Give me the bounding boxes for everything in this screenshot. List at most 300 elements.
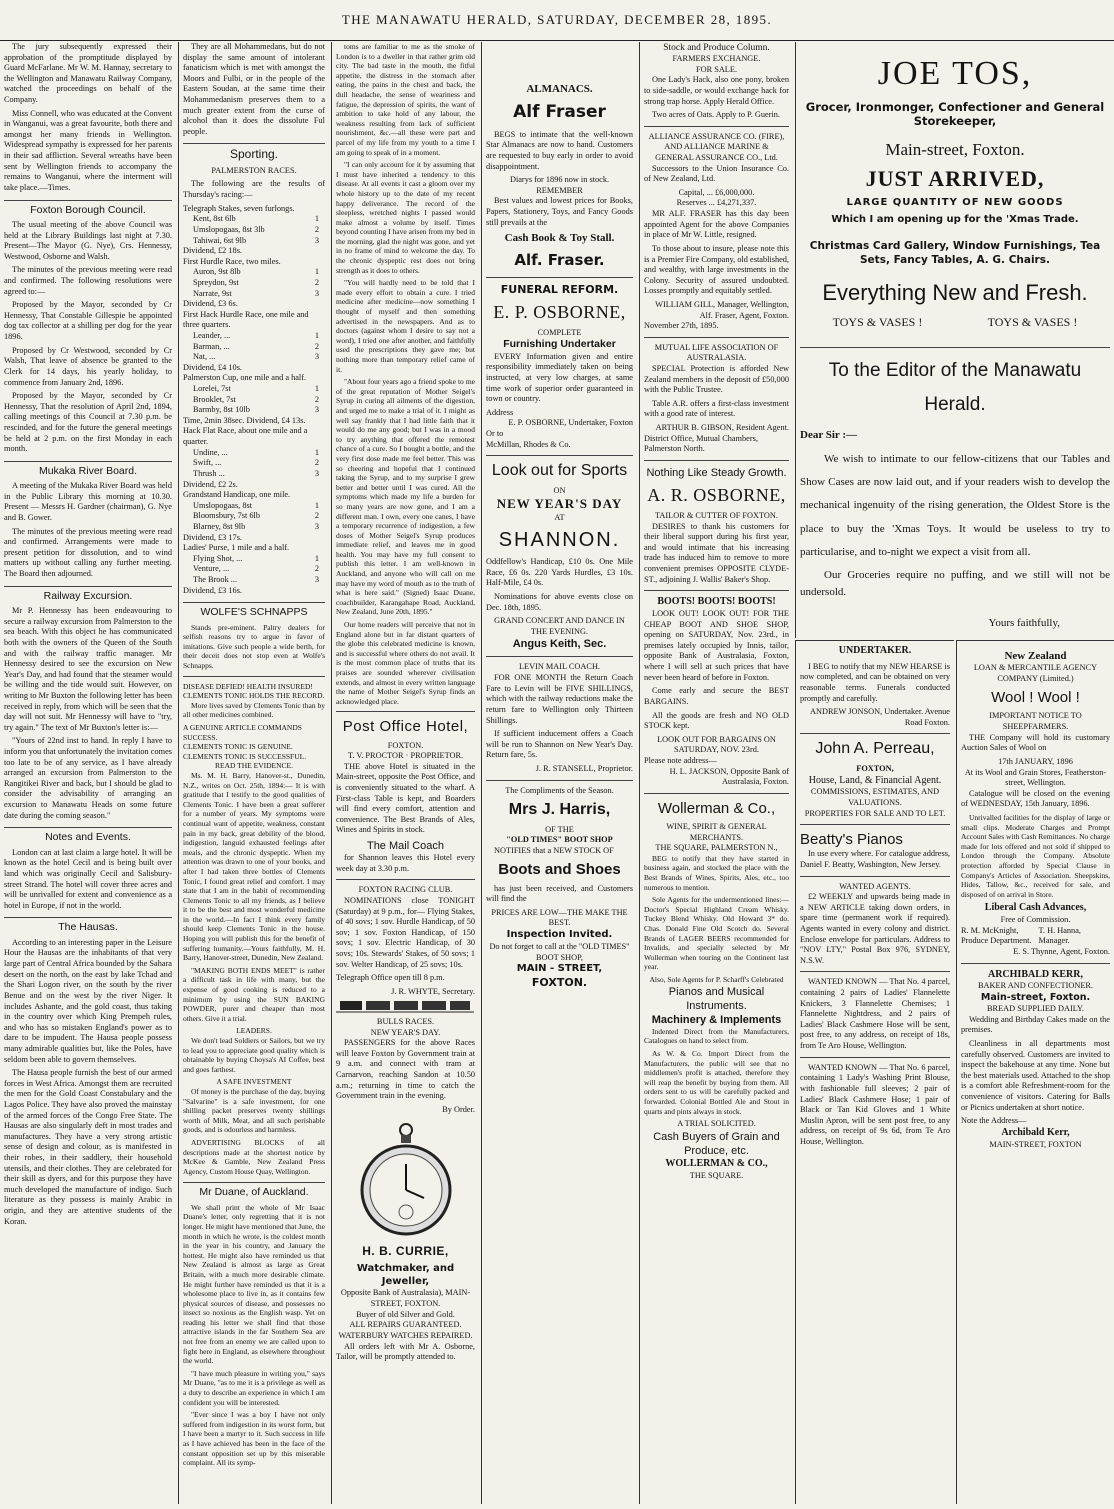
column-3 [331,42,479,1504]
ad-text: Address [486,407,514,417]
post-office-hotel-title: Post Office Hotel, [342,718,469,736]
wollerman-trade: WINE, SPIRIT & GENERAL MERCHANTS. [666,821,767,842]
editor-heading: To the Editor of the Manawatu Herald. [828,359,1082,416]
placing: 3 [314,288,319,298]
kerr-title: ARCHIBALD KERR, [987,968,1083,980]
race-result-row [183,501,325,512]
race-title: Ladies' Purse, 1 mile and a half. [183,543,290,553]
article-text: Miss Connell, who was educated at the Convent in Wanganui, was a great favourite, both there and amongst her many friends in Wellington. Widespread sympathy is expressed for her parents in their sad affliction. Several wreaths have been sent by Wellington friends to accompany the remains to Wanganui, where the interment will take place.—Times. [4,108,172,192]
placing: 2 [314,458,319,468]
ad-text: DESIRES to thank his customers for their liberal support during his first year, and would intimate that his increasing trade has induced him to remove to more convenient premises OPPOSITE CLYDE-ST., adjoining J. Wallis' Baker's Shop. [644,521,789,584]
ad-text: MAIN-STREET, FOXTON [989,1139,1082,1149]
letter-closing: Yours faithfully, [988,616,1060,629]
angus-keith: Angus Keith, Sec. [512,638,607,651]
furnishing-undertaker: Furnishing Undertaker [503,338,616,351]
ad-heading: LEADERS. [236,1026,272,1036]
horse-name: Auron, 9st 8lb [193,267,241,277]
heading-wolfes: WOLFE'S SCHNAPPS [183,602,325,619]
ad-heading: A GENUINE ARTICLE COMMANDS SUCCESS. [183,723,302,742]
race-result-row [183,267,325,278]
currie-waterbury: WATERBURY WATCHES REPAIRED. [338,1330,473,1340]
alliance-title: ALLIANCE ASSURANCE CO. (FIRE), AND ALLIANCE MARINE & GENERAL ASSURANCE CO., Ltd. [648,131,785,163]
race-dividend: Dividend, £3 16s. [183,585,242,595]
ad-text: All the goods are fresh and NO OLD STOCK kept. [644,710,789,731]
race-result-row [183,458,325,469]
ad-signature: J. R. STANSELL, Proprietor. [535,763,633,773]
ad-text: NOMINATIONS close TONIGHT (Saturday) at 9 p.m., for— Flying Stakes, of 40 sovs; 1 sov. Hurdle Handicap, of 50 sov; 1 sov. Foxton Handicap, of 150 sovs; 1 sov. Electric Handicap, of 30 sovs; 10s. Stewards' Stakes, of 50 sovs; 1 sov. Welter Handicap, of 25 sovs; 10s. [336,895,475,969]
ad-signature: By Order. [442,1104,475,1114]
ad-text: Please note address— [644,755,717,765]
ad-text: has just been received, and Customers will find the [486,883,633,904]
placing: 3 [314,405,319,415]
article-text: According to an interesting paper in the Leisure Hour the Hausas are the inhabitants of that very large part of Central Africa bounded by the Sahara desert on the north, on the east by lake Tchad and the Shari Logon river, on the south by the river Benue and on the west by the river Niger. It includes Ashante, and the gold coast, thus taking in the country over which King Prempeh rules, and who has so mistaken England's power as to dare to be impudent. The Hausa people possess many admirable qualities but, like the Poles, have seldom been able to govern themselves. [4,937,172,1064]
ad-text: E. P. OSBORNE, Undertaker, Foxton [508,418,633,428]
ad-text: Oddfellow's Handicap, £10 0s. One Mile Race, £6 0s. 220 Yards Hurdles, £3 10s. Half-Mile, £4 0s. [486,557,633,588]
ad-text: A TRIAL SOLICITED. [677,1119,756,1129]
placing: 1 [314,447,319,457]
article-text: Mr P. Hennessy has been endeavouring to secure a railway excursion from Palmerston to the sea beach. With this object he has communicated both with the owners of the Queen of the South and with the railway traffic manager. Mr Hennessy desired to see the excursion on New Year's Day, and had found that the steamer would be willing and the tide would suit. However, on writing to Mr Buxton the following letter has been received in reply, from which will be seen that the day will not suit. Mr Hennessy will have to "try, try again." The text of Mr Buxton's letter is:— [4,606,172,732]
ad-text: Or to [486,429,504,438]
race-result-row [183,331,325,342]
ad-signature: J. R. WHYTE, Secretary. [391,986,475,996]
ad-text: Table A.R. offers a first-class investment with a good rate of interest. [644,398,789,419]
ad-text: BREAD SUPPLIED DAILY. [987,1004,1084,1014]
race-dividend: Dividend, £2 18s. [183,246,242,256]
placing: 3 [314,352,319,362]
race-result-row [183,575,325,586]
wollerman-title: Wollerman & Co., [657,799,776,817]
masthead: THE MANAWATU HERALD, SATURDAY, DECEMBER 28, 1895. [0,0,1114,41]
ad-text: Wedding and Birthday Cakes made on the premises. [961,1014,1110,1035]
ad-text: Stands pre-eminent. Paltry dealers for selfish reasons try to argue in favor of imitations. Give such people a wide berth, for their deceit does not stop even at Wolfe's Schnapps. [183,622,325,671]
ad-text: PASSENGERS for the above Races will leave Foxton by Government train at 9 a.m. and connect with tram at Carnarvon, reaching Sandon at 10.50 a.m.; returning in time to catch the Government train in the evening. [336,1038,475,1101]
ad-text: Diarys for 1896 now in stock. [509,175,610,185]
steady-growth-title: Nothing Like Steady Growth. [646,466,787,479]
post-office-hotel-place: FOXTON. [387,740,424,750]
sale-date: 17th JANUARY, 1896 [998,756,1073,766]
heading-river-board: Mukaka River Board. [4,461,172,478]
ad-text: AT [554,512,565,522]
signatures-row [961,926,1110,947]
race-title: Telegraph Stakes, seven furlongs. [183,203,295,213]
race-result-row [183,342,325,353]
horse-name: Brooklet, 7st [193,394,236,404]
divider [183,676,325,677]
divider [486,455,633,456]
article-text: The jury subsequently expressed their approbation of the promptitude displayed by Guard McFarlane. Mr W. M. Hannay, secretary to the Wellington and Manawatu Railway Company, watched the proceedings on behalf of the Company. [4,42,172,105]
horse-name: Swift, ... [193,458,222,468]
ad-signature: T. H. Hanna, Manager. [1038,925,1081,946]
wollerman-address: THE SQUARE, PALMERSTON N., [655,843,778,853]
ad-text: THE above Hotel is situated in the Main-street, opposite the Post Office, and is conveniently situated to the wharf. A First-class Table is kept, and Boarders will find every comfort, attention and convenience. The Best Brands of Ales, Wines and Spirits in stock. [336,761,475,835]
divider [336,879,475,880]
ad-text: Unrivalled facilities for the display of large or small clips. Moderate Charges and Prompt Account Sales with Cash Remittances. No charge made for lots offered and not sold if shipped to London through the Company. Absolute protection afforded by Special Clause in Company's Articles of Association. Sheepskins, Hides, Tallow, &c., received for sale, and disposed of on arrival in Store. [961,812,1110,899]
race-results [183,204,325,597]
lookout-sports-title: Look out for Sports [491,462,628,480]
important-notice: IMPORTANT NOTICE TO SHEEPFARMERS. [989,711,1082,732]
ad-text: Come early and secure the BEST BARGAINS. [644,686,789,706]
kerr-signature: Archibald Kerr, [1001,1126,1070,1138]
ad-text: Catalogue will be closed on the evening of WEDNESDAY, 15th January, 1896. [961,788,1110,809]
placing: 3 [314,468,319,478]
ad-text: As W. & Co. Import Direct from the Manufacturers, the public will see that no middlemen's profit is attached, therefore they will reap the benefit by buying from them. All orders sent to us will be carefully packed and forwarded. Colonial Bottled Ale and Stout in quarts and pints always in stock. [644,1048,789,1116]
undertaker-title: UNDERTAKER. [838,645,912,656]
letter-body: Our Groceries require no puffing, and we still will not be undersold. [800,568,1110,599]
kerr-trade: BAKER AND CONFECTIONER. [977,981,1093,991]
ad-text: PROPERTIES FOR SALE AND TO LET. [804,808,946,818]
divider [486,780,633,781]
ad-text: Nominations for above events close on Dec. 18th, 1895. [486,591,633,612]
article-text: "I have much pleasure in writing you," says Mr Duane, "as to me it is a privilege as well as a duty to describe an experience in which I am confident you will be interested. [183,1368,325,1407]
pocket-watch-icon [356,1120,456,1240]
kerr-address: Main-street, Foxton. [980,991,1091,1003]
article-text: "About four years ago a friend spoke to me of the great reputation of Mother Seigel's Syrup in curing all ailments of the digestion, and urged me to make a trial of it. I might as well say frankly that I had little faith that it would do me any good; but I was in a mood to try anything that offered the remotest chance of a cure. So I bought a bottle, and the very first dose made me feel better. This was so cheering and hopeful that I continued taking the Syrup, and to my surprise I grew better and better until I was cured. All the symptoms which made my life a burden for so many years are now gone, and I am a different man. I own, every one canes, I have a temporary recurrence of indigestion, a few doses of Mother Seigel's Syrup produces immediate relief, and leaves me in good health. You may have my full consent to publish this letter. I am well-known in Auckland, and anyone who will call on me may have my word of mouth as to the truth of what is here said." (Signed) Isaac Duane, coachbuilder, Karangahape Road, Auckland, New Zealand, June 20th, 1895." [336,377,475,617]
article-text: Proposed by the Mayor, seconded by Cr Hennessy, That Constable Gillespie be appointed dog tax collector at a shilling per dog for the year 1896. [4,300,172,342]
ad-text: In use every where. For catalogue address, Daniel F. Beatty, Washington, New Jersey. [800,849,950,869]
joe-tos-address: Main-street, Foxton. [885,139,1025,159]
everything-new: Everything New and Fresh. [822,280,1088,306]
inspection-invited: Inspection Invited. [506,929,613,941]
dear-sir: Dear Sir :— [800,429,858,442]
placing: 2 [314,277,319,287]
race-result-row [183,384,325,395]
race-result-row [183,289,325,300]
race-result-row [183,278,325,289]
ad-text: LOOK OUT! LOOK OUT! FOR THE CHEAP BOOT AND SHOE SHOP, opening on SATURDAY, Nov. 23rd., in premises lately occupied by Innis, tailor, opposite Bank of Australasia, Foxton, where I will sell at such prices that have never been heard of before in Foxton. [644,609,789,682]
divider [961,963,1110,964]
article-text: "Ever since I was a boy I have not only suffered from indigestion in its worst form, but I have been a martyr to it. Such success in life as I have achieved has been in the face of the constant opposition set up by this miserable complaint. All its symp- [183,1410,325,1468]
toys-row [800,315,1110,330]
wollerman-signature: WOLLERMAN & CO., [665,1157,768,1169]
alf-fraser-signature: Alf. Fraser. [514,251,605,270]
race-dividend: Time, 2min 38sec. Dividend, £4 13s. [183,415,306,425]
boots-title: BOOTS! BOOTS! BOOTS! [657,596,776,608]
joe-tos-trade: Grocer, Ironmonger, Confectioner and General Storekeeper, [805,99,1105,129]
ad-text: "MAKING BOTH ENDS MEET" is rather a difficult task in life with many, but the expense of good cooking is reduced to a minimum by using the SUN BAKING POWDER, purer and cheaper than most others. Give it a trial. [183,965,325,1023]
horse-name: Flying Shot, ... [193,553,243,563]
horse-name: Undine, ... [193,447,228,457]
for-sale: FOR SALE. [695,64,738,74]
shannon-title: SHANNON. [498,528,621,551]
ad-text: WANTED KNOWN — That No. 4 parcel, containing 2 pairs of Ladies' Flannelette Knickers, 3 Flannelette Chemises; 1 Flannelette Nightdress, and 2 pairs of Ladies' Black Cashmere Hose will be sent, post free, to any address, on receipt of 18s, from Te Aro House, Wellington. [800,977,950,1051]
main-street: MAIN - STREET, [516,963,603,975]
article-text: The following are the results of Thursday's racing:— [183,179,325,200]
race-result-row [183,405,325,416]
racing-club-title: FOXTON RACING CLUB. [358,885,453,895]
ar-osborne-name: A. R. OSBORNE, [647,484,786,505]
funeral-reform-title: FUNERAL REFORM. [500,282,619,296]
currie-buyer: Buyer of old Silver and Gold. [356,1309,455,1319]
ad-text: LOOK OUT FOR BARGAINS ON SATURDAY, NOV. 23rd. [657,734,776,755]
ad-text: All orders left with Mr A. Osborne, Tailor, will be promptly attended to. [336,1341,475,1362]
divider [644,460,789,461]
ad-signature: R. M. McKnight, Produce Department. [961,925,1032,946]
horse-name: Barmby, 8st 10lb [193,405,250,415]
ad-text: THE Company will hold its customary Auction Sales of Wool on [961,732,1110,753]
loan-agency: LOAN & MERCANTILE AGENCY COMPANY (Limited.) [973,663,1098,683]
horse-name: Narrate, 9st [193,288,232,298]
column-6-top [795,42,1114,638]
article-text: They are all Mohammedans, but do not display the same amount of intolerant fanaticism which is met with amongst the Moors and Fulbi, or in the people of the Eastern Soudan, at the same time their Mohammedanism preserves them to a much greater extent from the curse of alcohol than it does the dissolute Ful people. [183,42,325,136]
article-text: A meeting of the Mukaka River Board was held in the Public Library this morning at 10.30. Present — Messrs H. Gardner (chairman), G. Nye and B. Gower. [4,481,172,523]
horse-name: Lorelei, 7st [193,384,231,394]
ad-signature: ANDREW JONSON, Undertaker. Avenue Road Foxton. [809,707,950,727]
article-text: London can at last claim a large hotel. It will be known as the hotel Cecil and is being built over land which was originally Cecil and Salisbury-street Strand. The hotel will cover three acres and will be unrivalled for extent and convenience as a hotel in Europe, if not in the world. [4,847,172,910]
ad-signature: ARTHUR B. GIBSON, Resident Agent. [655,423,789,433]
article-text: toms are familiar to me as the smoke of London is to a dweller in that rather grim old city. The bad taste in the mouth, the fitful appetite, the distress in the stomach after eating, the pains in the chest and back, the dull headache, the sense of weariness and fatigue, the depression of spirits, the want of ambition to take hold of any labour, the weakness resulting from lack of sufficient nourishment, &c.—all these were part and parcel of my life from my youth to a time I am going to speak of in a moment. [336,42,475,157]
column-1 [0,42,176,1504]
column-2 [178,42,329,1504]
ad-text: To those about to insure, please note this is a Premier Fire Company, old established, and wealthy, with large investments in the Colony. Security of assured undoubted. Losses promptly and equitably settled. [644,243,789,296]
capital: Capital, ... £6,000,000. [678,187,755,197]
ad-text: More lives saved by Clements Tonic than by all other medicines combined. [183,700,325,720]
alf-fraser-title: Alf Fraser [513,102,606,123]
race-result-row [183,448,325,459]
christmas-gallery: Christmas Card Gallery, Window Furnishings, Tea Sets, Fancy Tables, A. G. Chairs. [809,240,1101,266]
ad-heading: DISEASE DEFIED! HEALTH INSURED! [183,681,313,691]
ad-text: FOR ONE MONTH the Return Coach Fare to Levin will be FIVE SHILLINGS, which with the railway reductions make the return fare to Wellington only Thirteen Shillings. [486,673,633,725]
new-zealand-title: New Zealand [1004,650,1067,662]
ad-text: COMMISSIONS, ESTIMATES, AND VALUATIONS. [810,787,940,807]
ad-text: One Lady's Hack, also one pony, broken to side-saddle, or would exchange hack for strong trap horse. Apply Herald Office. [644,75,789,106]
ad-text: Telegraph Office open till 8 p.m. [336,973,445,983]
ad-text: Do not forget to call at the "OLD TIMES" BOOT SHOP, [489,941,630,962]
divider [800,824,950,825]
article-text: We shall print the whole of Mr Isaac Duane's letter, only regretting that it is not longer. He might have mentioned that June, the month in which he wrote, is the coldest month in the year in his country, and January the hottest. He might also have reminded us that New Zealand is almost as large as Great Britain, with a much more desirable climate. He might further have reminded us that it is a wholesome place to live in, as it contains few physical sources of disease, and possesses no insect so noxious as the English wasp. Yet on reading his letter we shall find that those attractive islands in the far Southern Sea are not free from an enemy we are called upon to fight here in England, as elsewhere throughout the world. [183,1202,325,1366]
heading-palmerston-races: PALMERSTON RACES. [211,165,297,175]
ad-text: McMillan, Rhodes & Co. [486,439,571,449]
heading-mr-duane: Mr Duane, of Auckland. [183,1182,325,1199]
placing: 3 [314,521,319,531]
mrs-harris-title: Mrs J. Harris, [508,801,611,819]
article-text: Proposed by the Mayor, seconded by Cr Hennessy, That the resolution of April 2nd, 1894, calling meetings of this Council at 7.30 p.m. be rescinded, and for the future the general meetings be held at 2 p.m. on the first Monday in each month. [4,391,172,454]
ad-text: At its Wool and Grain Stores, Featherston-street, Wellington. [964,767,1107,788]
new-years-day: NEW YEAR'S DAY [496,496,623,512]
ad-text: ON [553,485,566,495]
perreau-place: FOXTON, [856,763,894,773]
mla-title: MUTUAL LIFE ASSOCIATION OF AUSTRALASIA. [654,342,779,363]
placing: 1 [314,267,319,277]
ad-text: Ms. M. H. Barry, Hanover-st., Dunedin, N.Z., writes on Oct. 25th, 1894:— It is with gratitude that I testify to the good qualities of Clements Tonic. I have been a great sufferer for a number of years. My symptoms were continual want of appetite, weakness, constant pain in my back, great debility of the blood, indigestion, languid exhausted feelings after meals, and the chronic dyspeptic. When my attention was drawn to one of your books, and after I had taken three bottles of Clements Tonic, I found great relief and comfort. I may state that I am in the habit of recommending Clements Tonic to all my friends, as I believe it to be the best and most wonderful medicine in the world.—In fact I think every family should keep Clements Tonic in the house. Hoping you will publish this for the benefit of suffering humanity.—Yours faithfully, M. H. Barry, Hanover-street, Dunedin, New Zealand. [183,770,325,963]
ad-heading: CLEMENTS TONIC HOLDS THE RECORD. [183,691,325,701]
race-title: First Hack Hurdle Race, one mile and three quarters. [183,309,309,330]
ad-text: PRICES ARE LOW—THE MAKE THE BEST. [491,907,628,928]
divider [486,656,633,657]
ad-text: ADVERTISING BLOCKS of all descriptions made at the shortest notice by McKee & Gamble, New Zealand Press Agency, Custom House Quay, Wellington. [183,1137,325,1176]
article-text: "Yours of 22nd inst to hand. In reply I have to inform you that unfortunately the invitation comes too late to be of any service, as I have already arranged an excursion from Palmerston to the Rangitikei River and back, but I should be glad to consider the advisability of arranging an excursion to Manawatu Heads on some future date during the coming season." [4,736,172,820]
letter-body: We wish to intimate to our fellow-citizens that our Tables and Show Cases are now laid out, and if your readers wish to develop the mechanical ingenuity of the rising generation, the Oldest Store is the place to buy the 'Xmas Toys. It would be useless to try to particularise, and to-night we expect a visit from all. [800,453,1110,558]
pianos-title: Pianos and Musical Instruments. [668,985,765,1012]
heading-notes-events: Notes and Events. [4,827,172,844]
ad-text: Two acres of Oats. Apply to P. Guerin. [652,110,781,120]
divider [644,590,789,591]
placing: 1 [314,384,319,394]
article-text: Proposed by Cr Westwood, seconded by Cr Walsh, That leave of absence be granted to the Clerk for 14 days, his yearly holiday, to commence from January 2nd, 1896. [4,345,172,387]
article-text: Our home readers will perceive that not in England alone but in far distant quarters of the globe this celebrated medicine is known, and is successful where others do not avail. It is the most common place of truths that its praises are sounded wherever civilisation extends, and almost in every written language the name of Mother Seigel's Syrup finds an acknowledged place. [336,620,475,706]
ad-text: OF THE [545,824,574,834]
divider [800,876,950,877]
horse-name: Kent, 8st 6lb [193,214,236,224]
placing: 1 [314,330,319,340]
ad-text: BEGS to intimate that the well-known Star Almanacs are now to hand. Customers are requested to buy early in order to avoid disappointment. [486,129,633,171]
ad-text: Indented Direct from the Manufacturers, Catalogues on hand to select from. [644,1026,789,1046]
article-text: The minutes of the previous meeting were read and confirmed. The following resolutions were agreed to:— [4,265,172,296]
race-dividend: Dividend, £2 2s. [183,479,238,489]
ad-text: MR ALF. FRASER has this day been appointed Agent for the above Companies in place of Mr W. Little, resigned. [644,209,789,240]
liberal-advances: Liberal Cash Advances, [984,902,1087,914]
ad-text: £2 WEEKLY and upwards being made in a NEW ARTICLE taking down orders, in spare time (permanent work if required). Agents wanted in every colony and district. Enclose envelope for particulars. Address to "NOV LTY," Postal Box 976, SYDNEY, N.S.W. [800,892,950,965]
wanted-agents-title: WANTED AGENTS. [839,881,911,891]
placing: 2 [314,564,319,574]
horse-name: Tahiwai, 6st 9lb [193,235,247,245]
wool-title: Wool ! Wool ! [991,689,1080,707]
ad-text: If sufficient inducement offers a Coach will be run to Shannon on New Year's Day. Return fare, 5s. [486,729,633,760]
ad-text: Sole Agents for the undermentioned lines:— Doctor's Special Highland Cream Whisky. Tuckey Blend Whisky. Old Howard 3* do. Chas. Donald Fine Old Scotch do. Several Brands of LAGER BEERS recommended for Invalids, and specially selected by Mr Wollerman when touring on the Continent last year. [644,895,789,972]
toys-label: TOYS & VASES ! [987,315,1078,330]
toys-label: TOYS & VASES ! [832,315,923,330]
tailor-label: TAILOR & CUTTER OF FOXTON. [655,510,778,520]
ad-text: Best values and lowest prices for Books, Papers, Stationery, Toys, and Fancy Goods still prevails at the [486,196,633,227]
article-text: The Hausa people furnish the best of our armed forces in West Africa. Amongst them are recruited the men for the Gold Coast Constabulary and the Lagos Police. They have also proved the mainstay of the armed forces of the Congo Free State. The Hausas are also singularly deft in most trades and manufactures. They have a very strong artistic sense of design and colour, as is manifested in their robes, in their saddlery, their household utensils, and their clothes. They are celebrated for their skill as dyers, and for this purpose they have much developed the manufacture of indigo. Such literature as they possess is mainly Arabic in origin, and they are attentive students of the Koran. [4,1068,172,1226]
divider [800,733,950,734]
just-arrived: JUST ARRIVED, [865,165,1045,191]
ad-text: November 27th, 1895. [644,321,719,331]
ad-text: Of money is the purchase of the day, buying "Salvarine" is a safe investment, for one shilling packet preserves twenty shillings worth of Milk, Meat, and all such perishable goods, and is odourless and harmless. [183,1086,325,1135]
horse-name: Spreydon, 9st [193,277,239,287]
horse-name: Bloomsbury, 7st 6lb [193,511,260,521]
horse-name: Umslopogaas, 8st 3lb [193,224,265,234]
divider [800,1057,950,1058]
almanacs-title: ALMANACS. [526,83,593,95]
race-dividend: Dividend, £4 10s. [183,362,242,372]
race-result-row [183,564,325,575]
placing: 1 [314,553,319,563]
perreau-title: John A. Perreau, [815,740,935,758]
column-4 [481,42,637,1504]
divider [800,347,1110,348]
article-text: "I can only account for it by assuming that I must have inherited a tendency to this disease. At all events it cast a gloom over my whole history up to the date of my recent happy deliverance. The record of the sleepless, wretched nights I passed would make almost a volume by itself. Times beyond counting I have arisen from my bed in the morning, glad the night was gone, and yet in no frame of mind to welcome the day. To the chronic dyspeptic rest does not bring strength as it does to others. [336,160,475,275]
stock-produce-title: Stock and Produce Column. [663,43,770,53]
race-result-row [183,225,325,236]
column-5 [639,42,793,1504]
farmers-exchange: FARMERS EXCHANGE. [672,54,761,64]
cash-book-title: Cash Book & Toy Stall. [504,232,615,245]
ad-text: BEG to notify that they have started in business again, and stocked the place with the Best Brands of Wines, Spirits, Ales, etc., too numerous to mention. [644,853,789,892]
ad-text: We don't lead Soldiers or Sailors, but we try to lead you to appreciate good quality which is obtainable by buying Choysa's AI Coffee, best and goes farthest. [183,1036,325,1074]
race-result-row [183,511,325,522]
horse-name: Blarney, 8st 9lb [193,521,246,531]
ad-text: WANTED KNOWN — That No. 6 parcel, containing 1 Lady's Washing Print Blouse, with fashionable full sleeves; 2 pair of Ladies' Black Cashmere Hose; 1 pair of Black or Tan Kid Gloves and 1 White Muslin Apron, will be sent post free, to any address, on receipt of 9s 6d, from Te Aro House, Wellington. [800,1062,950,1146]
cash-buyers: Cash Buyers of Grain and Produce, etc. [653,1130,780,1157]
heading-sporting: Sporting. [183,143,325,162]
divider [644,126,789,127]
beatty-title: Beatty's Pianos [800,831,903,849]
placing: 2 [314,224,319,234]
race-result-row [183,469,325,480]
joe-tos-title: JOE TOS, [877,55,1033,92]
race-result-row [183,554,325,565]
post-office-hotel-proprietor: T. V. PROCTOR · PROPRIETOR. [347,751,464,761]
ad-text: COMPLETE [537,327,582,337]
article-text: The minutes of the previous meeting were read and confirmed. Arrangements were made to present petition for dissolution, and to wind matters up without calling any further meeting. The Board then adjourned. [4,526,172,579]
race-result-row [183,214,325,225]
levin-coach-title: LEVIN MAIL COACH. [518,662,601,672]
horse-name: Venture, ... [193,564,230,574]
horse-name: Leander, ... [193,330,231,340]
heading-borough-council: Foxton Borough Council. [4,200,172,217]
perreau-trade: House, Land, & Financial Agent. [808,774,942,786]
race-result-row [183,236,325,247]
ad-text: REMEMBER [536,185,583,195]
race-title: First Hurdle Race, two miles. [183,256,281,266]
race-dividend: Dividend, £3 6s. [183,299,238,309]
old-times-boot-shop: "OLD TIMES" BOOT SHOP [506,835,613,845]
race-result-row [183,395,325,406]
divider [644,793,789,794]
heading-hausas: The Hausas. [4,917,172,934]
ad-text: Also, Sole Agents for P. Scharff's Celebrated [649,974,784,984]
train-illustration [336,997,474,1013]
ad-heading: A SAFE INVESTMENT [216,1077,292,1087]
currie-trade: Watchmaker, and Jeweller, [356,1262,455,1287]
ad-text: SPECIAL Protection is afforded New Zealand members in the deposit of £50,000 with the Public Trustee. [644,364,789,395]
race-title: Hack Flat Race, about one mile and a quarter. [183,426,308,447]
osborne-name: E. P. OSBORNE, [493,301,626,322]
placing: 2 [314,511,319,521]
divider [486,277,633,278]
bulls-races-title: BULLS RACES. [376,1017,435,1027]
ad-signature: WILLIAM GILL, Manager, Wellington, [655,299,789,309]
article-text: The usual meeting of the above Council was held at the Library Buildings last night at 7.30. Present—The Mayor (G. Nye), Crs. Hennessy, Westwood, Osborne and Walsh. [4,219,172,261]
placing: 2 [314,341,319,351]
placing: 1 [314,214,319,224]
ad-text: NOTIFIES that a NEW STOCK OF [494,845,614,855]
heading-railway-excursion: Railway Excursion. [4,586,172,603]
race-result-row [183,522,325,533]
ad-text: Free of Commission. [1000,915,1071,925]
placing: 3 [314,575,319,584]
horse-name: Nat, ... [193,352,216,362]
race-title: Palmerston Cup, one mile and a half. [183,373,307,383]
ad-text: Cleanliness in all departments most carefully observed. Customers are invited to inspect the bakehouse at any time. None but the best materials used. Attached to the shop is a comfort able Refreshment-room for the convenience of visitors. Catering for Balls or Picnics undertaken at short notice. [961,1038,1110,1112]
ad-text: The Compliments of the Season. [505,785,614,795]
ad-heading: CLEMENTS TONIC IS GENUINE. CLEMENTS TONIC IS SUCCESSFUL. [183,742,307,761]
ad-signature: Alf. Fraser, Agent, Foxton. [699,310,789,320]
ad-text: Note the Address— [961,1116,1027,1126]
horse-name: The Brook ... [193,575,238,584]
mail-coach-title: The Mail Coach [366,840,445,853]
race-dividend: Dividend, £3 17s. [183,532,242,542]
horse-name: Thrush ... [193,468,225,478]
column-6-bottom-right [956,640,1114,1504]
placing: 1 [314,500,319,510]
race-title: Grandstand Handicap, one mile. [183,490,291,500]
race-result-row [183,352,325,363]
currie-repairs: ALL REPAIRS GUARANTEED. [349,1320,462,1330]
article-text: "You will hardly need to be told that I made every effort to obtain a cure. I tried medicine after medicine—now something I thought of myself and then something advertised in the newspapers. And as to doctors (against whom I desire to say not a word), I tried one after another, and faithfully used the prescriptions they gave me; but nothing more than temporary relief came of it. [336,278,475,374]
currie-name: H. B. CURRIE, [362,1243,449,1258]
ad-heading: READ THE EVIDENCE. [215,761,293,771]
ad-text: for Shannon leaves this Hotel every week day at 3.30 p.m. [336,853,475,873]
divider [644,337,789,338]
ad-text: THE SQUARE. [689,1170,744,1180]
large-quantity: LARGE QUANTITY OF NEW GOODS [846,196,1064,208]
ad-signature: E. S. Thynne, Agent, Foxton. [1013,946,1110,956]
ad-signature: H. L. JACKSON, Opposite Bank of Australasia, Foxton. [669,766,789,787]
bulls-races-subtitle: NEW YEAR'S DAY. [370,1027,441,1037]
placing: 2 [314,394,319,404]
currie-address: Opposite Bank of Australasia), MAIN-STREET, FOXTON. [340,1288,471,1309]
